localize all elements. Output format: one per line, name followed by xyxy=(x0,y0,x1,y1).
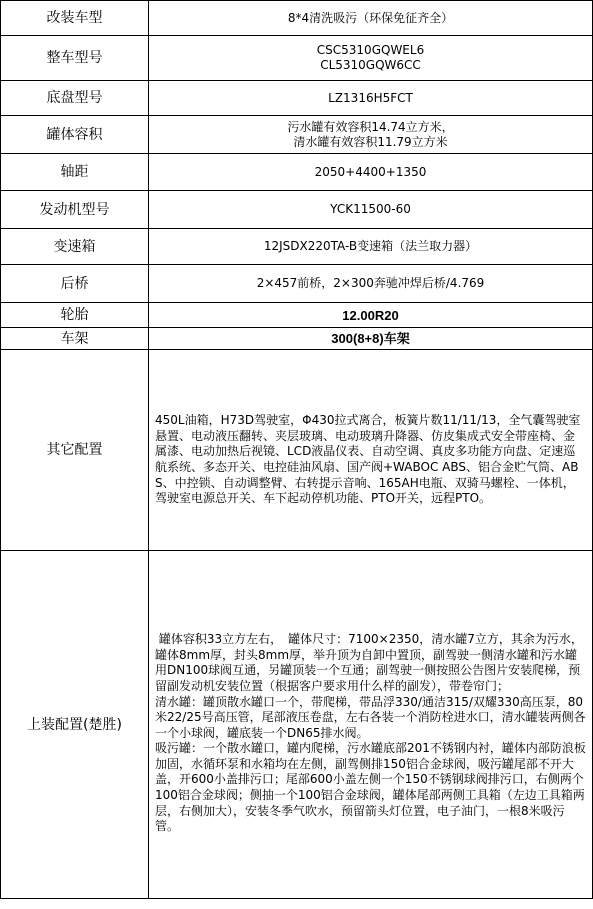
spec-row-engine-model xyxy=(1,191,593,229)
spec-row-tank-capacity xyxy=(1,116,593,154)
other-config-text: 450L油箱，H73D驾驶室，Φ430拉式离合，板簧片数11/11/13，全气囊驾驶室悬置、电动液压翻转、夹层玻璃、电动玻璃升降器、仿皮集成式安全带座椅、金属漆、电动加热后视镜、LCD液晶仪表、自动空调、真皮多功能方向盘、定速巡航系统、多态开关、电控硅油风扇、国产阀+WABOC ABS、铝合金贮气筒、ABS、中控锁、自动调整臂、右转提示音响、165AH电瓶、双骑马螺栓、一体机，驾驶室电源总开关、车下起动停机功能、PTO开关，远程PTO。 xyxy=(155,413,581,506)
row-value: YCK11500-60 xyxy=(149,191,593,229)
spec-row-frame xyxy=(1,328,593,350)
row-label: 罐体容积 xyxy=(1,116,149,154)
row-label: 整车型号 xyxy=(1,36,149,81)
row-label: 轴距 xyxy=(1,154,149,191)
row-value: 2×457前桥，2×300奔驰冲焊后桥/4.769 xyxy=(149,265,593,303)
row-value-line: CSC5310GQWEL6 xyxy=(316,43,425,57)
row-value xyxy=(149,116,593,154)
spec-row-other-config xyxy=(1,350,593,551)
row-value-line: 清水罐有效容积11.79立方米 xyxy=(293,134,448,149)
row-value: 2050+4400+1350 xyxy=(149,154,593,191)
row-label: 轮胎 xyxy=(1,303,149,328)
spec-row-chassis-model xyxy=(1,81,593,116)
row-label: 车架 xyxy=(1,328,149,350)
row-value xyxy=(149,36,593,81)
row-label: 变速箱 xyxy=(1,229,149,265)
spec-row-body-config xyxy=(1,551,593,899)
row-value: 12.00R20 xyxy=(149,303,593,328)
row-value: 12JSDX220TA-B变速箱（法兰取力器） xyxy=(149,229,593,265)
spec-row-modified-model xyxy=(1,1,593,36)
spec-row-rear-axle xyxy=(1,265,593,303)
body-config-text: 罐体容积33立方左右， 罐体尺寸：7100×2350，清水罐7立方，其余为污水，罐体8mm厚，封头8mm厚，举升顶为自卸中置顶，副驾驶一侧清水罐和污水罐用DN100球阀互通，另罐顶装一个互通；副驾驶一侧按照公告图片安装爬梯，预留副发动机安装位置（根据客户要求用什么样的副发），带卷帘门； 清水罐：罐顶散水罐口一个，带爬梯，带品浮330/通洁315/双耀330高压泵，80米22/25号高压管，尾部液压卷盘，左右各装一个消防栓进水口，清水罐装两侧各一个小球阀，罐底装一个DN65排水阀。 吸污罐：一个散水罐口，罐内爬梯，污水罐底部201不锈钢内衬，罐体内部防浪板加固，水循环泵和水箱均在左侧，副驾侧排150铝合金球阀，吸污罐尾部不开大盖，开600小盖排污口；尾部600小盖左侧一个150不锈钢球阀排污口，右侧两个100铝合金球阀；侧抽一个100铝合金球阀，罐体尾部两侧工具箱（左边工具箱两层，右侧加大），安装冬季气吹水，预留箭头灯位置，电子油门，一根8米吸污管。 xyxy=(155,632,586,834)
row-label: 底盘型号 xyxy=(1,81,149,116)
row-label: 上装配置(楚胜) xyxy=(1,551,149,899)
row-value: 300(8+8)车架 xyxy=(149,328,593,350)
spec-row-wheelbase xyxy=(1,154,593,191)
row-value: 8*4清洗吸污（环保免征齐全） xyxy=(149,1,593,36)
spec-row-gearbox xyxy=(1,229,593,265)
row-value xyxy=(149,551,593,899)
spec-row-vehicle-model xyxy=(1,36,593,81)
spec-row-tires xyxy=(1,303,593,328)
row-label: 其它配置 xyxy=(1,350,149,551)
row-value: LZ1316H5FCT xyxy=(149,81,593,116)
row-value xyxy=(149,350,593,551)
row-label: 改装车型 xyxy=(1,1,149,36)
row-value-line: CL5310GQW6CC xyxy=(320,58,421,72)
row-label: 发动机型号 xyxy=(1,191,149,229)
row-value-line: 污水罐有效容积14.74立方米， xyxy=(287,119,454,134)
row-label: 后桥 xyxy=(1,265,149,303)
